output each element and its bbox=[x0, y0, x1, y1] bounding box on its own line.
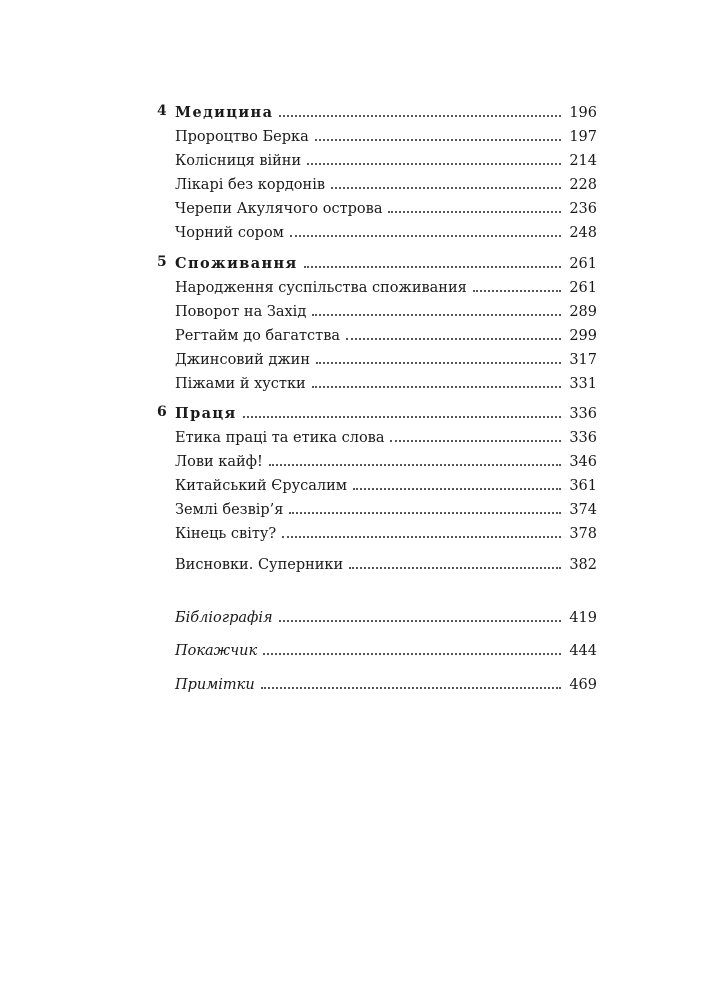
section-title: Лови кайф! bbox=[175, 454, 263, 470]
chapter-title: Споживання bbox=[175, 255, 298, 272]
back-matter-title: Примітки bbox=[175, 677, 255, 693]
dot-leader bbox=[331, 187, 561, 189]
toc-section[interactable] bbox=[175, 172, 597, 194]
page-number: 197 bbox=[569, 129, 597, 145]
toc-section[interactable] bbox=[175, 299, 597, 321]
dot-leader bbox=[243, 416, 562, 418]
dot-leader bbox=[269, 464, 561, 466]
page-number: 374 bbox=[569, 502, 597, 518]
dot-leader bbox=[282, 536, 561, 538]
chapter-title: Праця bbox=[175, 405, 237, 422]
page-number: 214 bbox=[569, 153, 597, 169]
dot-leader bbox=[312, 314, 561, 316]
toc-section[interactable] bbox=[175, 347, 597, 369]
dot-leader bbox=[390, 440, 561, 442]
section-title: Пророцтво Берка bbox=[175, 129, 309, 145]
page-number: 378 bbox=[569, 526, 597, 542]
chapter-number: 6 bbox=[157, 404, 167, 420]
section-title: Лікарі без кордонів bbox=[175, 177, 325, 193]
section-title: Джинсовий джин bbox=[175, 352, 311, 368]
page-number: 299 bbox=[569, 328, 597, 344]
section-title: Землі безвір’я bbox=[175, 502, 284, 518]
toc-chapter-6[interactable] bbox=[157, 401, 597, 423]
toc-section[interactable] bbox=[175, 449, 597, 471]
page-number: 361 bbox=[569, 478, 597, 494]
page-number: 336 bbox=[569, 406, 597, 422]
section-title: Кінець світу? bbox=[175, 526, 277, 542]
back-matter-title: Покажчик bbox=[175, 643, 258, 659]
dot-leader bbox=[279, 620, 562, 622]
toc-index[interactable] bbox=[175, 638, 597, 660]
dot-leader bbox=[304, 266, 562, 268]
section-title: Етика праці та етика слова bbox=[175, 430, 385, 446]
toc-section[interactable] bbox=[175, 425, 597, 447]
dot-leader bbox=[316, 362, 561, 364]
section-title: Черепи Акулячого острова bbox=[175, 201, 383, 217]
page-number: 317 bbox=[569, 352, 597, 368]
page-number: 248 bbox=[569, 225, 597, 241]
toc-section[interactable] bbox=[175, 497, 597, 519]
page-number: 261 bbox=[569, 280, 597, 296]
page-number: 228 bbox=[569, 177, 597, 193]
dot-leader bbox=[473, 290, 562, 292]
toc-section[interactable] bbox=[175, 196, 597, 218]
page-number: 469 bbox=[569, 677, 597, 693]
dot-leader bbox=[279, 115, 561, 117]
section-title: Регтайм до багатства bbox=[175, 328, 341, 344]
page-number: 196 bbox=[569, 105, 597, 121]
page-number: 444 bbox=[569, 643, 597, 659]
toc-section[interactable] bbox=[175, 371, 597, 393]
dot-leader bbox=[315, 139, 562, 141]
page-number: 336 bbox=[569, 430, 597, 446]
section-title: Піжами й хустки bbox=[175, 376, 306, 392]
toc-section[interactable] bbox=[175, 473, 597, 495]
page-number: 382 bbox=[569, 557, 597, 573]
toc-section[interactable] bbox=[175, 124, 597, 146]
chapter-title: Медицина bbox=[175, 104, 274, 121]
toc-chapter-4[interactable] bbox=[157, 100, 597, 122]
section-title: Чорний сором bbox=[175, 225, 284, 241]
dot-leader bbox=[388, 211, 561, 213]
dot-leader bbox=[261, 687, 562, 689]
toc-section[interactable] bbox=[175, 323, 597, 345]
conclusion-title: Висновки. Суперники bbox=[175, 557, 344, 573]
page-number: 261 bbox=[569, 256, 597, 272]
toc-section[interactable] bbox=[175, 220, 597, 242]
toc-bibliography[interactable] bbox=[175, 605, 597, 627]
dot-leader bbox=[353, 488, 561, 490]
page-number: 236 bbox=[569, 201, 597, 217]
toc-section[interactable] bbox=[175, 148, 597, 170]
dot-leader bbox=[263, 653, 561, 655]
section-title: Народження суспільства споживания bbox=[175, 280, 467, 296]
toc-section[interactable] bbox=[175, 521, 597, 543]
page-number: 331 bbox=[569, 376, 597, 392]
dot-leader bbox=[346, 338, 561, 340]
page-number: 346 bbox=[569, 454, 597, 470]
toc-conclusion[interactable] bbox=[175, 552, 597, 574]
page-number: 419 bbox=[569, 610, 597, 626]
back-matter-title: Бібліографія bbox=[175, 610, 273, 626]
dot-leader bbox=[290, 235, 561, 237]
dot-leader bbox=[289, 512, 561, 514]
section-title: Поворот на Захід bbox=[175, 304, 307, 320]
toc-chapter-5[interactable] bbox=[157, 251, 597, 273]
dot-leader bbox=[307, 163, 561, 165]
dot-leader bbox=[312, 386, 562, 388]
chapter-number: 5 bbox=[157, 254, 167, 270]
chapter-number: 4 bbox=[157, 103, 167, 119]
toc-notes[interactable] bbox=[175, 672, 597, 694]
section-title: Колісниця війни bbox=[175, 153, 302, 169]
toc-section[interactable] bbox=[175, 275, 597, 297]
page-number: 289 bbox=[569, 304, 597, 320]
section-title: Китайський Єрусалим bbox=[175, 478, 348, 494]
dot-leader bbox=[349, 567, 561, 569]
